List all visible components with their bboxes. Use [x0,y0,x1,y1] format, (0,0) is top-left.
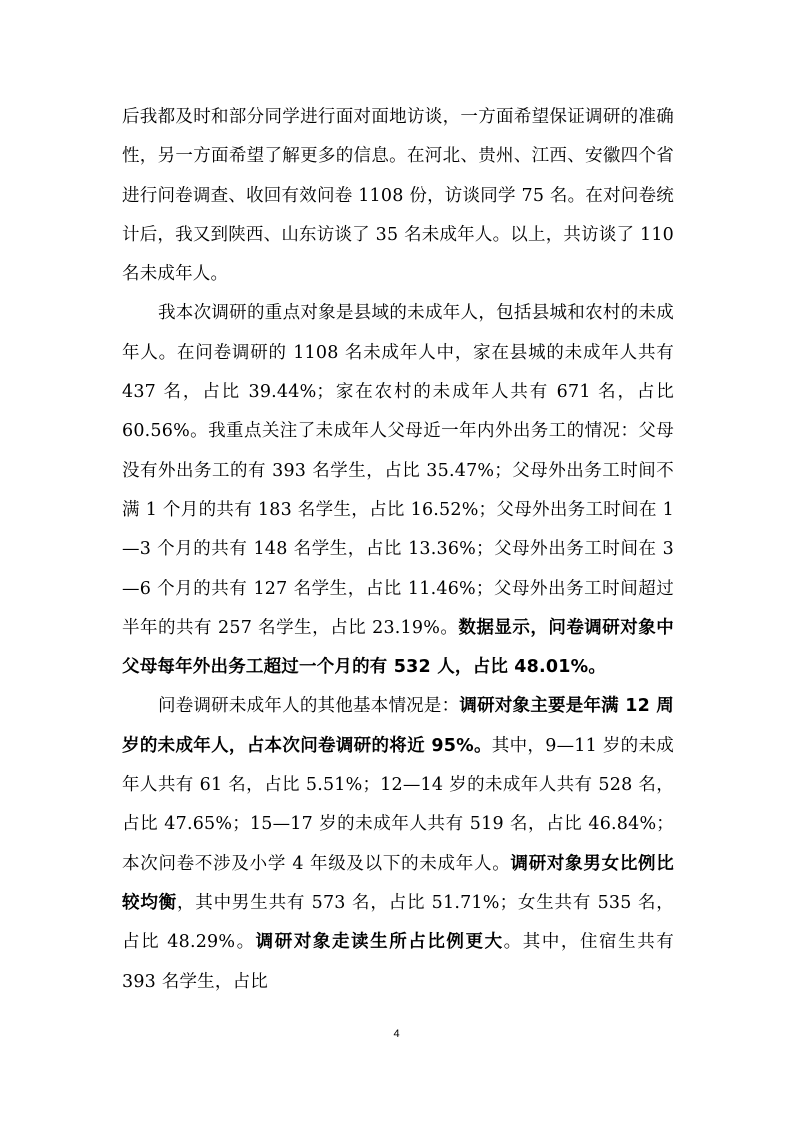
paragraph-1-text: 后我都及时和部分同学进行面对面地访谈，一方面希望保证调研的准确性，另一方面希望了解更多的信息。在河北、贵州、江西、安徽四个省进行问卷调查、收回有效问卷 1108 份，访谈同学 75 名。在对问卷统计后，我又到陕西、山东访谈了 35 名未成年人。以上，共访谈了 110 名未成年人。 [122,107,674,285]
paragraph-2-text: 我本次调研的重点对象是县域的未成年人，包括县城和农村的未成年人。在问卷调研的 1108 名未成年人中，家在县城的未成年人共有 437 名，占比 39.44%；家在农村的未成年人共有 671 名，占比 60.56%。我重点关注了未成年人父母近一年内外出务工的情况：父母没有外出务工的有 393 名学生，占比 35.47%；父母外出务工时间不满 1 个月的共有 183 名学生，占比 16.52%；父母外出务工时间在 1—3 个月的共有 148 名学生，占比 13.36%；父母外出务工时间在 3—6 个月的共有 127 名学生，占比 11.46%；父母外出务工时间超过半年的共有 257 名学生，占比 23.19%。 [122,303,674,638]
paragraph-1 [122,98,674,294]
paragraph-2-emphasis: 数据显示，问卷调研对象中父母每年外出务工超过一个月的有 532 人，占比 48.01%。 [122,617,674,678]
paragraph-2 [122,294,674,687]
paragraph-3-emphasis-c: 调研对象走读生所占比例更大 [255,932,504,953]
paragraph-3-emphasis-b: 调研对象男女比例比较均衡 [122,853,674,913]
paragraph-3-text-c: ，其中男生共有 573 名，占比 51.71%；女生共有 535 名，占比 48.29%。 [122,892,674,953]
body-text [122,98,674,1002]
page-number: 4 [393,1028,400,1040]
paragraph-3-emphasis-a: 调研对象主要是年满 12 周岁的未成年人，占本次问卷调研的将近 95%。 [122,696,674,756]
paragraph-3-text-b: 其中，9—11 岁的未成年人共有 61 名，占比 5.51%；12—14 岁的未成年人共有 528 名，占比 47.65%；15—17 岁的未成年人共有 519 名，占比 46.84%；本次问卷不涉及小学 4 年级及以下的未成年人。 [122,735,674,874]
paragraph-3-text-d: 。其中，住宿生共有 393 名学生，占比 [122,932,674,992]
paragraph-3 [122,687,674,1001]
paragraph-3-text-a: 问卷调研未成年人的其他基本情况是： [158,696,460,717]
